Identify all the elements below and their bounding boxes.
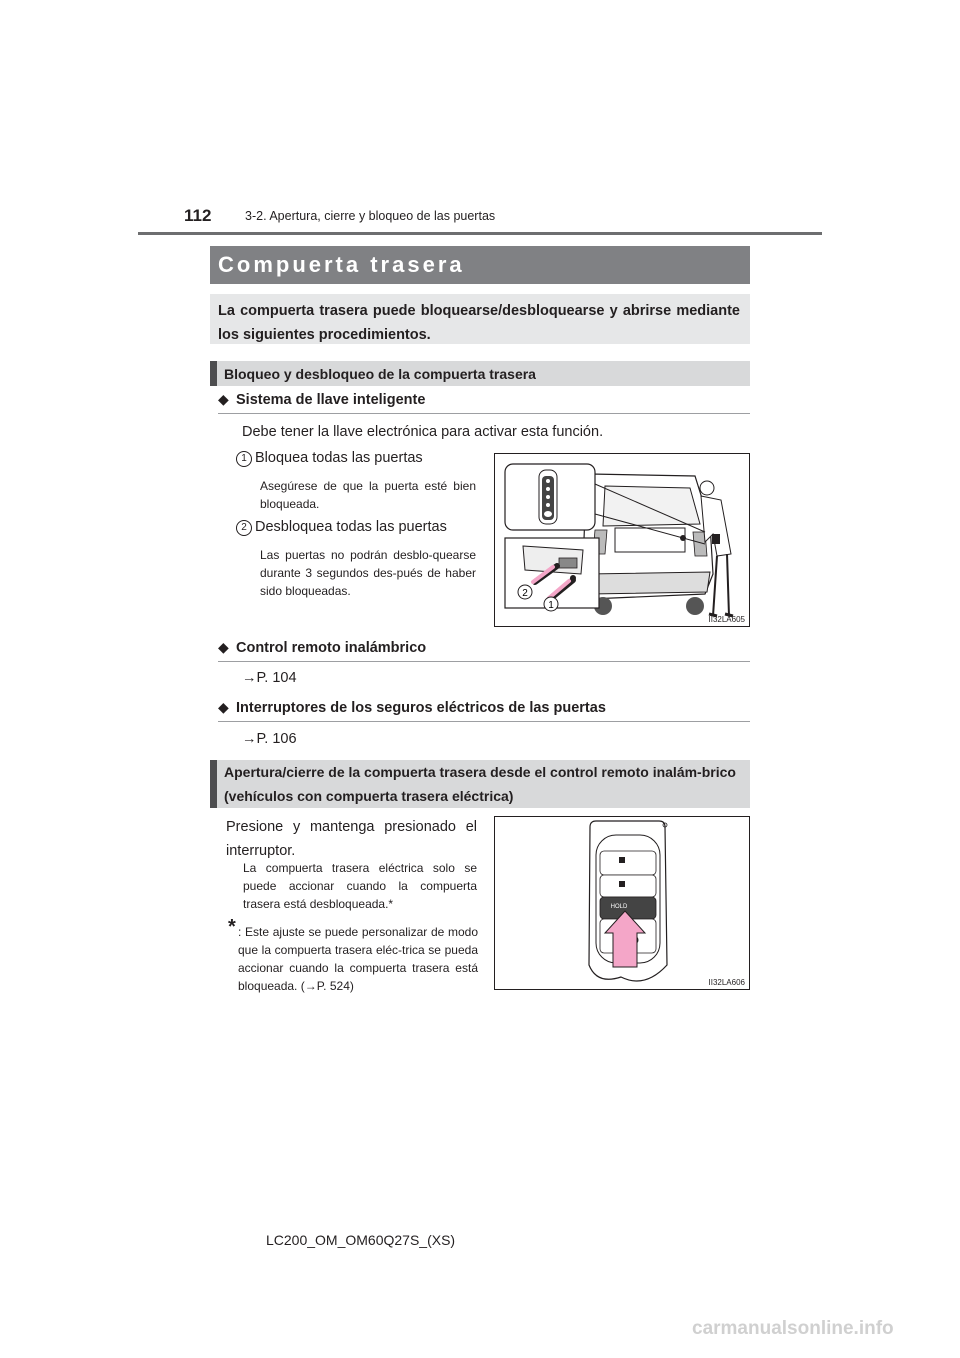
tailgate-illustration [495,454,749,626]
figure-code: II32LA606 [708,978,745,987]
figure-remote-key-hold [494,816,750,990]
power-tailgate-text: Presione y mantenga presionado el interruptor. [226,819,477,859]
page-ref-link[interactable]: →P. 104 [242,670,297,686]
item-note: Las puertas no podrán desblo-quearse durante 3 segundos des-pués de haber sido bloqueadas. [260,548,476,598]
hold-label: HOLD [610,904,628,910]
step-number-icon: 1 [236,451,252,467]
power-tailgate-note: La compuerta trasera eléctrica solo se puede accionar cuando la compuerta trasera está desbloqueada.* [243,861,477,911]
svg-text:2: 2 [522,588,528,599]
section-heading-text: Bloqueo y desbloqueo de la compuerta trasera [224,366,536,382]
subheading-text: Interruptores de los seguros eléctricos de las puertas [236,700,606,716]
manual-code-footer: LC200_OM_OM60Q27S_(XS) [266,1232,456,1248]
page-ref-link[interactable]: →P. 106 [242,731,297,747]
diamond-icon: ◆ [218,699,229,715]
remote-key-illustration [495,817,749,989]
page-title: Compuerta trasera [218,252,465,277]
chapter-title: 3-2. Apertura, cierre y bloqueo de las puertas [245,209,496,223]
header-rule [138,232,822,235]
diamond-icon: ◆ [218,391,229,407]
intro-text: La compuerta trasera puede bloquearse/desbloquearse y abrirse mediante los siguientes procedimientos. [218,303,740,343]
subheading-smart-key [218,391,750,414]
smart-key-text: Debe tener la llave electrónica para activar esta función. [242,424,604,440]
svg-text:1: 1 [548,600,554,611]
subheading-remote [218,639,750,662]
section-heading-power-tailgate [210,760,750,808]
subheading-text: Control remoto inalámbrico [236,640,427,656]
page-title-bar [210,246,750,284]
subheading-text: Sistema de llave inteligente [236,392,426,408]
page-number: 112 [184,206,212,225]
figure-tailgate-smart-key [494,453,750,627]
footnote-text: : Este ajuste se puede personalizar de modo que la compuerta trasera eléc-trica se pueda accionar cuando la compuerta trasera está bloqueada. (→P. 524) [238,925,478,993]
item-label: Desbloquea todas las puertas [255,519,447,535]
figure-code: II32LA605 [708,615,745,624]
diamond-icon: ◆ [218,639,229,655]
item-note: Asegúrese de que la puerta esté bien bloqueada. [260,479,476,511]
section-heading-text: Apertura/cierre de la compuerta trasera desde el control remoto inalám-brico (vehículos con compuerta trasera eléctrica) [224,764,736,804]
subheading-door-lock-switches [218,699,750,722]
item-lock [236,450,423,467]
watermark: carmanualsonline.info [692,1318,894,1339]
step-number-icon: 2 [236,520,252,536]
item-unlock [236,519,447,536]
section-heading-lock [210,361,750,386]
footnote-mark: * [228,916,236,938]
item-label: Bloquea todas las puertas [255,450,423,466]
intro-box [210,294,750,344]
